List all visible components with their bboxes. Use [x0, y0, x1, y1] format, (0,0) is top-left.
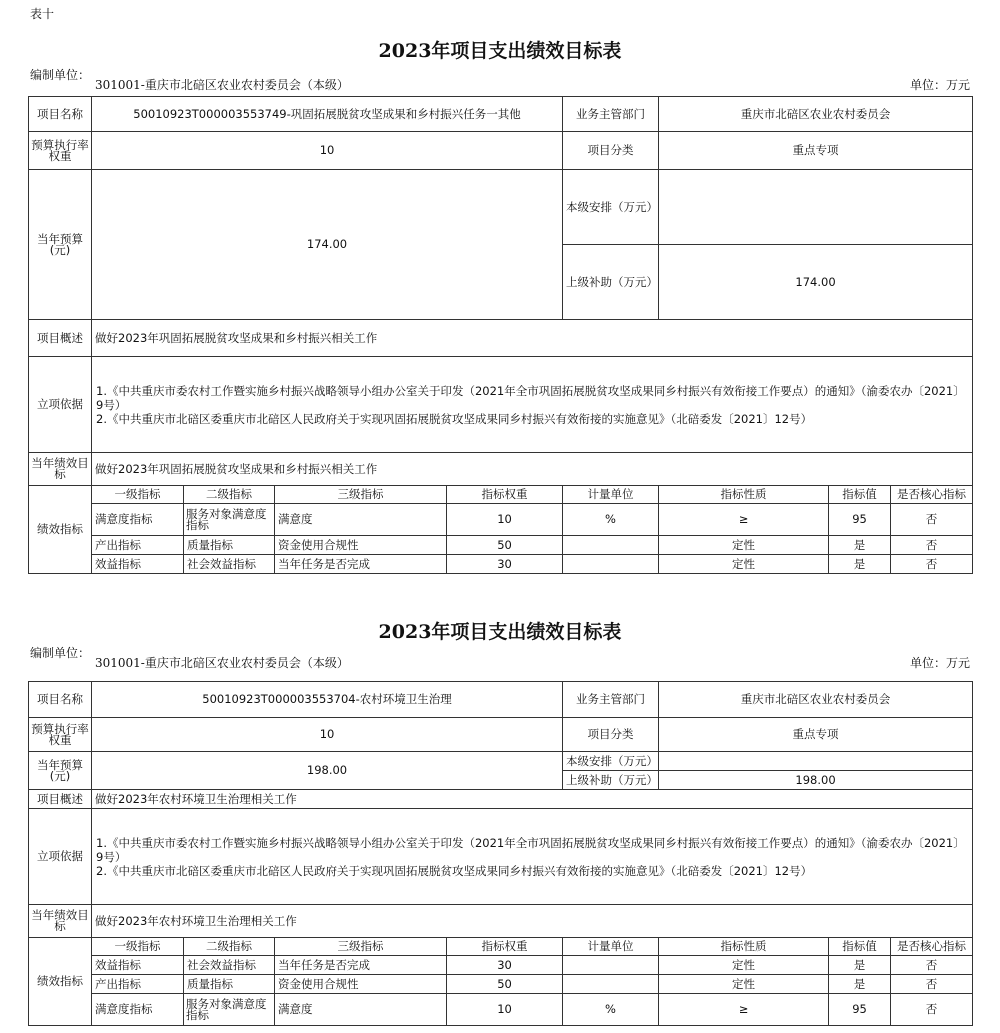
overview-label: 项目概述 — [29, 790, 92, 809]
dept-label: 业务主管部门 — [563, 682, 659, 718]
indicator-cell — [563, 956, 659, 975]
indicator-cell: 否 — [891, 975, 973, 994]
indicator-cell: 是 — [829, 555, 891, 574]
indicator-cell: 社会效益指标 — [184, 956, 275, 975]
exec-rate-weight-label: 预算执行率权重 — [29, 132, 92, 170]
indicator-header: 指标权重 — [447, 486, 563, 504]
indicator-cell: 是 — [829, 975, 891, 994]
indicator-cell: 10 — [447, 994, 563, 1026]
table-row — [29, 536, 973, 555]
budget-label: 当年预算(元) — [29, 170, 92, 320]
dept-value: 重庆市北碚区农业农村委员会 — [659, 97, 973, 132]
indicator-cell: 50 — [447, 536, 563, 555]
indicator-header: 一级指标 — [92, 938, 184, 956]
subsidy-value: 174.00 — [659, 245, 973, 320]
indicator-header: 指标值 — [829, 486, 891, 504]
indicator-cell: 满意度指标 — [92, 504, 184, 536]
table-1-unit: 单位：万元 — [909, 78, 970, 92]
perf-label: 绩效指标 — [29, 486, 92, 574]
subsidy-value: 198.00 — [659, 771, 973, 790]
indicator-cell: 95 — [829, 994, 891, 1026]
local-value — [659, 170, 973, 245]
subsidy-label: 上级补助（万元） — [563, 771, 659, 790]
exec-rate-weight-value: 10 — [92, 132, 563, 170]
indicator-cell: 定性 — [659, 536, 829, 555]
category-value: 重点专项 — [659, 132, 973, 170]
indicator-header: 指标性质 — [659, 938, 829, 956]
dept-value: 重庆市北碚区农业农村委员会 — [659, 682, 973, 718]
table-row — [29, 504, 973, 536]
indicator-cell: 否 — [891, 956, 973, 975]
overview-value: 做好2023年巩固拓展脱贫攻坚成果和乡村振兴相关工作 — [92, 320, 973, 357]
basis-value — [92, 357, 973, 453]
budget-value: 174.00 — [92, 170, 563, 320]
indicator-cell: 95 — [829, 504, 891, 536]
local-value — [659, 752, 973, 771]
indicator-header: 是否核心指标 — [891, 938, 973, 956]
table-2-org-label: 编制单位： — [30, 646, 91, 660]
local-label: 本级安排（万元） — [563, 170, 659, 245]
indicator-cell: 质量指标 — [184, 975, 275, 994]
performance-table-1 — [28, 96, 973, 574]
indicator-cell: ≥ — [659, 504, 829, 536]
table-row — [29, 975, 973, 994]
overview-label: 项目概述 — [29, 320, 92, 357]
indicator-header: 一级指标 — [92, 486, 184, 504]
category-value: 重点专项 — [659, 718, 973, 752]
basis-value — [92, 809, 973, 905]
indicator-cell: 是 — [829, 956, 891, 975]
indicator-header: 计量单位 — [563, 938, 659, 956]
indicator-cell: 定性 — [659, 956, 829, 975]
table-row — [29, 994, 973, 1026]
indicator-header: 二级指标 — [184, 938, 275, 956]
indicator-cell: 30 — [447, 555, 563, 574]
goal-label: 当年绩效目标 — [29, 453, 92, 486]
indicator-cell: 定性 — [659, 555, 829, 574]
table-2-org: 301001-重庆市北碚区农业农村委员会（本级） — [95, 656, 349, 670]
indicator-cell: 是 — [829, 536, 891, 555]
basis-label: 立项依据 — [29, 809, 92, 905]
indicator-cell: 效益指标 — [92, 555, 184, 574]
category-label: 项目分类 — [563, 718, 659, 752]
project-name-label: 项目名称 — [29, 97, 92, 132]
indicator-cell: 否 — [891, 555, 973, 574]
indicator-header: 二级指标 — [184, 486, 275, 504]
dept-label: 业务主管部门 — [563, 97, 659, 132]
indicator-header: 指标权重 — [447, 938, 563, 956]
doc-label: 表十 — [30, 7, 55, 21]
indicator-cell: 资金使用合规性 — [275, 975, 447, 994]
table-1-title: 2023年项目支出绩效目标表 — [378, 40, 622, 62]
budget-label: 当年预算(元) — [29, 752, 92, 790]
indicator-cell: 10 — [447, 504, 563, 536]
basis-label: 立项依据 — [29, 357, 92, 453]
indicator-cell: 否 — [891, 536, 973, 555]
indicator-cell: 定性 — [659, 975, 829, 994]
indicator-cell: 产出指标 — [92, 975, 184, 994]
indicator-header: 指标性质 — [659, 486, 829, 504]
subsidy-label: 上级补助（万元） — [563, 245, 659, 320]
basis-line-1: 1.《中共重庆市委农村工作暨实施乡村振兴战略领导小组办公室关于印发（2021年全市巩固拓展脱贫攻坚成果同乡村振兴有效衔接工作要点）的通知》（渝委农办〔2021〕9号） — [96, 835, 965, 864]
indicator-cell — [563, 555, 659, 574]
local-label: 本级安排（万元） — [563, 752, 659, 771]
indicator-cell: 产出指标 — [92, 536, 184, 555]
indicator-cell: 满意度 — [275, 504, 447, 536]
goal-value: 做好2023年农村环境卫生治理相关工作 — [92, 905, 973, 938]
project-name-value: 50010923T000003553749-巩固拓展脱贫攻坚成果和乡村振兴任务一其他 — [92, 97, 563, 132]
indicator-cell: 资金使用合规性 — [275, 536, 447, 555]
budget-value: 198.00 — [92, 752, 563, 790]
indicator-header: 指标值 — [829, 938, 891, 956]
indicator-cell: 社会效益指标 — [184, 555, 275, 574]
indicator-header: 三级指标 — [275, 938, 447, 956]
indicator-cell: 30 — [447, 956, 563, 975]
indicator-cell: 质量指标 — [184, 536, 275, 555]
basis-line-2: 2.《中共重庆市北碚区委重庆市北碚区人民政府关于实现巩固拓展脱贫攻坚成果同乡村振兴有效衔接的实施意见》（北碚委发〔2021〕12号） — [96, 863, 813, 878]
indicator-cell: 当年任务是否完成 — [275, 555, 447, 574]
basis-line-2: 2.《中共重庆市北碚区委重庆市北碚区人民政府关于实现巩固拓展脱贫攻坚成果同乡村振兴有效衔接的实施意见》（北碚委发〔2021〕12号） — [96, 411, 813, 426]
indicator-cell: % — [563, 994, 659, 1026]
basis-line-1: 1.《中共重庆市委农村工作暨实施乡村振兴战略领导小组办公室关于印发（2021年全市巩固拓展脱贫攻坚成果同乡村振兴有效衔接工作要点）的通知》（渝委农办〔2021〕9号） — [96, 383, 965, 412]
indicator-header: 三级指标 — [275, 486, 447, 504]
goal-value: 做好2023年巩固拓展脱贫攻坚成果和乡村振兴相关工作 — [92, 453, 973, 486]
project-name-label: 项目名称 — [29, 682, 92, 718]
indicator-cell: 50 — [447, 975, 563, 994]
project-name-value: 50010923T000003553704-农村环境卫生治理 — [92, 682, 563, 718]
overview-value: 做好2023年农村环境卫生治理相关工作 — [92, 790, 973, 809]
table-1-org-label: 编制单位： — [30, 68, 91, 82]
goal-label: 当年绩效目标 — [29, 905, 92, 938]
indicator-header: 是否核心指标 — [891, 486, 973, 504]
indicator-cell: 满意度指标 — [92, 994, 184, 1026]
indicator-cell: 满意度 — [275, 994, 447, 1026]
indicator-cell: 服务对象满意度指标 — [184, 994, 275, 1026]
exec-rate-weight-label: 预算执行率权重 — [29, 718, 92, 752]
table-2-unit: 单位：万元 — [909, 656, 970, 670]
table-1-org: 301001-重庆市北碚区农业农村委员会（本级） — [95, 78, 349, 92]
table-row — [29, 555, 973, 574]
indicator-cell: 服务对象满意度指标 — [184, 504, 275, 536]
indicator-header: 计量单位 — [563, 486, 659, 504]
indicator-cell: 否 — [891, 504, 973, 536]
indicator-cell: 效益指标 — [92, 956, 184, 975]
perf-label: 绩效指标 — [29, 938, 92, 1026]
category-label: 项目分类 — [563, 132, 659, 170]
exec-rate-weight-value: 10 — [92, 718, 563, 752]
indicator-cell: 当年任务是否完成 — [275, 956, 447, 975]
indicator-cell: 否 — [891, 994, 973, 1026]
performance-table-2 — [28, 681, 973, 1026]
table-row — [29, 956, 973, 975]
indicator-cell — [563, 975, 659, 994]
indicator-cell: % — [563, 504, 659, 536]
indicator-cell: ≥ — [659, 994, 829, 1026]
table-2-title: 2023年项目支出绩效目标表 — [378, 621, 622, 643]
indicator-cell — [563, 536, 659, 555]
